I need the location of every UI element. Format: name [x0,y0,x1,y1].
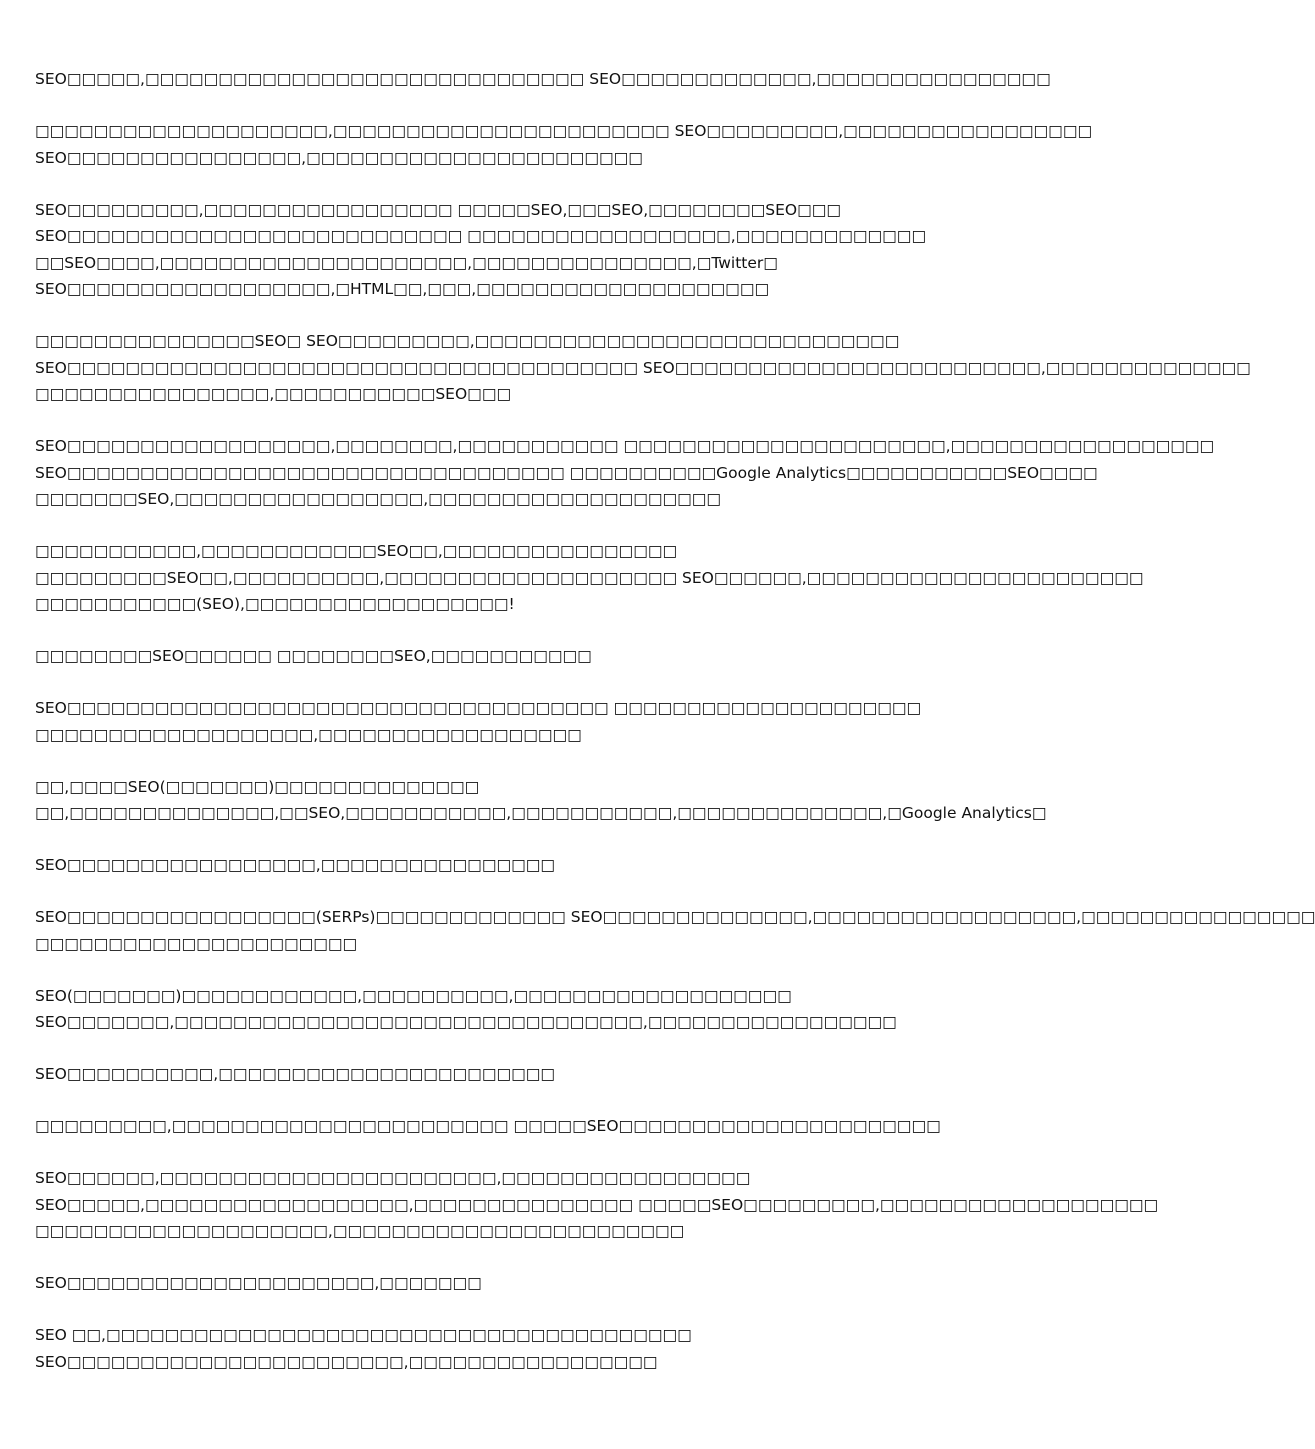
paragraph-line: □□□□□□□□□□□□□□□□□□□□,□□□□□□□□□□□□□□□□□□□□□□□□ [35,1222,685,1240]
paragraph-line: □□,□□□□□□□□□□□□□□,□□SEO,□□□□□□□□□□□,□□□□□□□□□□□,□□□□□□□□□□□□□□,□Google Analytics□ [35,804,1047,822]
paragraph-line: SEO□□□□□□□□□□□□□□□□□□□□□□□□□□□ □□□□□□□□□□□□□□□□□□,□□□□□□□□□□□□□ [35,227,927,245]
paragraph-line: □□□□□□□□□SEO□□,□□□□□□□□□□,□□□□□□□□□□□□□□□□□□□□ SEO□□□□□□,□□□□□□□□□□□□□□□□□□□□□□□ [35,568,1144,587]
paragraph [35,197,995,303]
paragraph-line: SEO □□,□□□□□□□□□□□□□□□□□□□□□□□□□□□□□□□□□□□□□□□□ [35,1326,692,1344]
paragraph-line: SEO□□□□□□,□□□□□□□□□□□□□□□□□□□□□□□,□□□□□□□□□□□□□□□□□ [35,1169,751,1187]
paragraph [35,118,1093,171]
paragraph-line: □□□□□□□SEO,□□□□□□□□□□□□□□□□□,□□□□□□□□□□□□□□□□□□□□ [35,490,722,508]
paragraph-line: □□□□□□□□□□□□□□□□□□□□□□ [35,934,358,953]
paragraph [35,1165,1159,1245]
paragraph-line: SEO□□□□□□□□□□□□□□□□□□□□□□□,□□□□□□□□□□□□□□□□□ [35,1352,658,1371]
paragraph-line: SEO□□□□□□□□□,□□□□□□□□□□□□□□□□□ □□□□□SEO,□□□SEO,□□□□□□□□SEO□□□ [35,200,842,219]
paragraph-line: □□□□□□□□□□□□□□□□□□□□,□□□□□□□□□□□□□□□□□□□□□□□ SEO□□□□□□□□□,□□□□□□□□□□□□□□□□□ [35,122,1093,140]
paragraph [35,433,1215,513]
paragraph [35,983,995,1036]
paragraph-line: □□□□□□□□□□□□□□□SEO□ SEO□□□□□□□□□,□□□□□□□□□□□□□□□□□□□□□□□□□□□□□ [35,332,900,350]
paragraph [35,852,995,879]
paragraph [35,904,1315,957]
paragraph-line: □□□□□□□□□□□(SEO),□□□□□□□□□□□□□□□□□□! [35,595,515,613]
paragraph-line: SEO□□□□□□□□□□□□□□□□□□□□□□□□□□□□□□□□□□□□□□□ SEO□□□□□□□□□□□□□□□□□□□□□□□□□,□□□□□□□□□□□□□□ [35,358,1251,377]
paragraph-line: SEO□□□□□□□□□□,□□□□□□□□□□□□□□□□□□□□□□□ [35,1065,556,1083]
paragraph [35,538,1144,618]
paragraph [35,1061,995,1088]
paragraph-line: SEO□□□□□□□□□□□□□□□□□(SERPs)□□□□□□□□□□□□□ SEO□□□□□□□□□□□□□□,□□□□□□□□□□□□□□□□□□,□□□□□□□□□□□□□□□□ [35,908,1315,926]
paragraph-line: SEO□□□□□,□□□□□□□□□□□□□□□□□□,□□□□□□□□□□□□□□□ □□□□□SEO□□□□□□□□□,□□□□□□□□□□□□□□□□□□□ [35,1195,1159,1214]
document-body [35,66,1315,1401]
paragraph-line: SEO□□□□□□□,□□□□□□□□□□□□□□□□□□□□□□□□□□□□□□□□,□□□□□□□□□□□□□□□□□ [35,1013,897,1031]
paragraph-line: □□□□□□□□SEO□□□□□□ □□□□□□□□SEO,□□□□□□□□□□□ [35,647,592,665]
paragraph-line: □□SEO□□□□,□□□□□□□□□□□□□□□□□□□□□,□□□□□□□□□□□□□□□,□Twitter□ [35,253,778,272]
paragraph [35,66,1051,93]
paragraph-line: □□,□□□□SEO(□□□□□□□)□□□□□□□□□□□□□□ [35,777,480,796]
paragraph [35,695,995,748]
paragraph [35,643,995,670]
paragraph-line: SEO□□□□□,□□□□□□□□□□□□□□□□□□□□□□□□□□□□□□ SEO□□□□□□□□□□□□□,□□□□□□□□□□□□□□□□ [35,70,1051,88]
paragraph-line: □□□□□□□□□□□,□□□□□□□□□□□□SEO□□,□□□□□□□□□□□□□□□□ [35,542,678,560]
paragraph [35,328,1251,408]
paragraph [35,1113,995,1140]
paragraph [35,1270,995,1297]
paragraph-line: SEO(□□□□□□□)□□□□□□□□□□□□,□□□□□□□□□□,□□□□□□□□□□□□□□□□□□□ [35,986,792,1005]
paragraph-line: SEO□□□□□□□□□□□□□□□□□□□□□□□□□□□□□□□□□□□□□ □□□□□□□□□□□□□□□□□□□□□ [35,699,922,717]
paragraph-line: □□□□□□□□□□□□□□□□,□□□□□□□□□□□SEO□□□ [35,385,512,403]
paragraph-line: □□□□□□□□□□□□□□□□□□□,□□□□□□□□□□□□□□□□□□ [35,725,582,744]
paragraph-line: SEO□□□□□□□□□□□□□□□□□□□□□□□□□□□□□□□□□□ □□□□□□□□□□Google Analytics□□□□□□□□□□□SEO□□□□ [35,463,1098,482]
paragraph [35,1322,995,1375]
paragraph-line: SEO□□□□□□□□□□□□□□□□,□□□□□□□□□□□□□□□□□□□□□□□ [35,148,643,167]
paragraph-line: SEO□□□□□□□□□□□□□□□□□□□□□,□□□□□□□ [35,1274,482,1292]
paragraph-line: SEO□□□□□□□□□□□□□□□□□□,□HTML□□,□□□,□□□□□□□□□□□□□□□□□□□□ [35,280,770,298]
paragraph-line: □□□□□□□□□,□□□□□□□□□□□□□□□□□□□□□□□ □□□□□SEO□□□□□□□□□□□□□□□□□□□□□□ [35,1117,941,1135]
paragraph-line: SEO□□□□□□□□□□□□□□□□□,□□□□□□□□□□□□□□□□ [35,856,556,874]
paragraph [35,774,1047,827]
paragraph-line: SEO□□□□□□□□□□□□□□□□□□,□□□□□□□□,□□□□□□□□□□□ □□□□□□□□□□□□□□□□□□□□□□,□□□□□□□□□□□□□□□□□□ [35,437,1215,455]
